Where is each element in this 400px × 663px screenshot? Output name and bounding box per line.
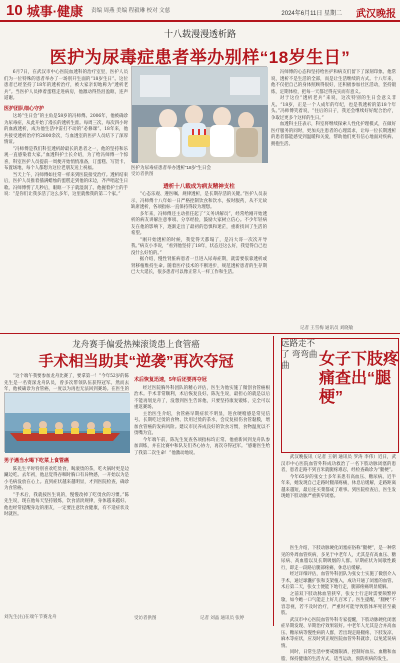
paper-logo: 武汉晚报 bbox=[356, 9, 396, 20]
section-divider bbox=[0, 333, 400, 334]
column-divider bbox=[273, 336, 274, 626]
body-paragraph: “刚开始透析的时候，我觉得天都塌了，是冯大哥一次次开导我。”病友小李说，“看到他坚持了18年，状态还这么好，我觉得自己也没什么好怕的。” bbox=[131, 237, 267, 256]
article-column bbox=[4, 374, 129, 390]
article-column bbox=[4, 70, 128, 332]
article-kicker: 远路走不了 弯弯曲曲 bbox=[281, 338, 318, 370]
body-paragraph: 当天上午，冯师傅如往常一样来到医院接受治疗。透析结束后，医护人员推着插满蜡烛的蛋糕走到他的床边，齐声唱起生日歌。冯师傅愣了几秒后，眼眶一下子就湿润了。他握着护士的手说：“是你们让我多活了这么多年，这里就像我的第二个家。” bbox=[4, 172, 128, 197]
subheading: 术后恢复迅速，5年后还要再夺冠 bbox=[134, 377, 207, 383]
photo-credit: 受访者供图 bbox=[131, 171, 154, 176]
photo-caption: 刘先生(右)在端午节赛龙舟 bbox=[4, 614, 57, 619]
page-number: 10 bbox=[6, 1, 23, 19]
body-paragraph: “心态乐观、遵医嘱、规律透析，是长期存活的关键。”医护人员表示，冯师傅十八年如一日严格控制饮食和饮水，按时服药，从不无故缺席透析，各项指标一直保持得较为理想。 bbox=[131, 192, 267, 210]
body-paragraph: 经过详细评估，血管外科团队为张女士实施了微创介入手术，通过球囊扩张和支架植入，成功开通了闭塞的血管。术后第二天，张女士便能下地行走，腿部疼痛明显缓解。 bbox=[281, 572, 396, 590]
section-title: 城事·健康 bbox=[26, 3, 84, 19]
subheading: 男子遇当水喝下吃菜上食管癌 bbox=[4, 458, 70, 464]
article-column bbox=[4, 455, 129, 613]
article-headline: 女子下肢疼痛查出“腿梗” bbox=[319, 351, 400, 406]
article-column bbox=[134, 374, 270, 614]
dragon-boat-photo bbox=[4, 392, 129, 452]
body-paragraph: 血透科主任表示，科室将继续探索人性化护理模式，在做好医疗服务的同时，更加关注患者的心理需求，让每一位长期透析的患者都能感受到温暖和关爱，帮助他们更有信心地面对疾病、拥抱生活。 bbox=[271, 122, 396, 147]
issue-date: 2024年6月11日 星期二 bbox=[281, 11, 342, 17]
body-paragraph: 陈先生平时特别喜欢吃烫食，喝滚烫的茶，吃火锅时更是边涮边吃。去年初，他总觉得吞咽时胸口有异物感，一开始以为是小毛病没放在心上。直到症状越来越明显，才到医院检查，确诊为食管癌。 bbox=[4, 466, 129, 491]
body-paragraph: 这场“生日会”的主角是58岁的冯师傅。2006年，他被确诊为尿毒症，从此开始了漫长的透析生涯。每周三次、每次四小时的血液透析，成为他生活中雷打不动的“必修课”。18年来，他共接受透析治疗约2800余次，与血透室的医护人员结下了深厚情谊。 bbox=[4, 114, 128, 145]
body-paragraph: 今年端午前，陈先生复查各项指标均正常。他重新回到龙舟队参加训练，并在比赛中和队友们齐心协力，再次夺得冠军。“感谢医生给了我第二次生命！”他激动地说。 bbox=[134, 437, 270, 456]
article-headline: 医护为尿毒症患者举办别样“18岁生日” bbox=[49, 48, 351, 67]
photo-credit: 受访者供图 bbox=[134, 615, 157, 620]
body-paragraph: 同时，日常生活中要戒烟限酒，控制好血压、血糖和血脂，保持健康的生活方式，适当运动，预防疾病的发生。 bbox=[281, 650, 396, 662]
body-paragraph: 医生介绍，下肢动脉硬化闭塞症俗称“腿梗”，是一种常见的外周血管疾病，多见于中老年人，尤其是有高血压、糖尿病、高血脂以及长期吸烟的人群。早期症状为间歇性跛行，即走一段路后腿部疼痛，休息后缓解。 bbox=[281, 546, 396, 571]
body-paragraph: 6月7日，在武汉市中心医院血透科的治疗室里，医护人员们为一位特殊的患者举办了一场别开生面的“18岁生日”。这位患者已经坚持了18年的透析治疗，被大家亲切地称为“透析老兵”。当医护人员捧着蛋糕走进病房，他激动得热泪盈眶，连声道谢。 bbox=[4, 70, 128, 101]
body-paragraph: 经过医院胸外科团队的精心评估，医生为他实施了微创食管癌根治术。手术非常顺利，术后恢复良好。陈先生说，最担心的就是以后不能再划龙舟了，没想到医生告诉他，只要坚持康复锻炼，完全可以重返赛场。 bbox=[134, 385, 270, 410]
masthead bbox=[0, 0, 400, 22]
article-column bbox=[131, 192, 267, 332]
article-column bbox=[281, 455, 396, 545]
body-paragraph: 冯师傅的心态和坚持给医护和病友们留下了深刻印象。他常说，透析不是生活的全部，而是让生活继续的方式。十八年来，他不仅把自己的身体照顾得很好，还积极参加社区活动，坚持锻炼，定期体检，把每一天都过得充实而有意义。 bbox=[271, 70, 396, 95]
photo-illustration bbox=[132, 67, 268, 163]
article-kicker: 龙舟赛手偏爱热辣滚烫患上食管癌 bbox=[72, 339, 200, 349]
body-paragraph: “冯师傅是我们科室透析龄最长的患者之一，他的坚持和乐观一直感染着大家。”血透科护士长介绍，为了给冯师傅一个惊喜，科室医护人员提前一周便开始悄悄准备，订蛋糕、写贺卡、布置场地，每个人都想为这位老朋友送上祝福。 bbox=[4, 146, 128, 171]
byline: 记者 刘晶 通讯员 张婷 bbox=[200, 615, 245, 620]
body-paragraph: 之前双下肢动脉血管狭窄，张女士行走时需要频繁停歇，如今她一口气能走上好几百米了。医生提醒，“腿梗”不容忽视，若不及时治疗，严重时可能导致肢体坏死甚至截肢。 bbox=[281, 591, 396, 616]
article-column bbox=[281, 546, 396, 662]
body-paragraph: “手术后，我就按医生说的，慢慢改掉了吃烫食的习惯。”陈先生说，现在他每天坚持锻炼，饮食清淡规律，身体越来越好。他也经常提醒身边的朋友，一定要注意饮食健康，有不适症状及时就医。 bbox=[4, 492, 129, 517]
body-paragraph: 对于这位“透析老兵”来说，这次特别的生日会意义非凡。“18岁，正是一个人成年的年纪，也是我透析的第18个年头。”冯师傅笑着说，“往后的日子，我还会继续好好配合治疗，争取过更多个这样的生日。” bbox=[271, 96, 396, 121]
body-paragraph: 多年来，冯师傅还主动担任起了“义务讲解员”，经常给刚开始透析的病友讲解注意事项、分享经验，鼓励大家树立信心。不少年轻病友在他的影响下，逐渐走出了最初的恐惧和迷茫，重新找回了生活的希望。 bbox=[131, 211, 267, 236]
byline: 记者 王雪梅 通讯员 刘晓敏 bbox=[300, 325, 354, 330]
article-column bbox=[271, 70, 396, 325]
body-paragraph: “这个端午我要参加龙舟比赛了，要拿第一！”今年52岁的陈先生是一名资深龙舟队员，曾多次带领队伍获得冠军。然而去年，他被确诊为食管癌，一度以为再也无法回到赛场。在医生的 bbox=[4, 374, 129, 392]
body-paragraph: 武汉晚报讯（记者 王朝 通讯员 罗涛 李伟）近日，武汉市中心医院血管外科成功救治了一名下肢动脉闭塞的患者，患者走路不到百米就腿疼难忍，经检查确诊为“腿梗”。 bbox=[281, 455, 396, 473]
body-paragraph: 据介绍，慢性肾脏病患者一旦进入尿毒症期，就需要依靠透析或肾移植维持生命。随着医疗技术的不断进步，规范透析患者的生存期已大大延长，很多患者可以像正常人一样工作和生活。 bbox=[131, 257, 267, 275]
article-kicker: 十八载漫漫透析路 bbox=[163, 29, 236, 39]
editor-credits: 责编 周燕 美编 程毅琳 校对 文慈 bbox=[91, 8, 171, 14]
photo-caption: 医护为尿毒症患者举办透析“18岁”生日会 bbox=[131, 165, 212, 170]
body-paragraph: 今年65岁的张女士多年来患有高血压、糖尿病。近半年来，她发现自己走路时腿部疼痛，休息后缓解，走路距离越来越短，最后连买菜都成了难事。到医院检查后，医生发现她下肢动脉严重狭窄闭塞。 bbox=[281, 474, 396, 499]
subheading: 透析十八载成为病友精神支柱 bbox=[163, 184, 235, 190]
body-paragraph: 主治医生介绍，食管癌早期症状不明显，进食哽噎感是常见信号。长期吃过烫的食物、饮用过烫的茶水，会反复损伤食管黏膜，增加食管癌的发病风险。建议市民养成良好的饮食习惯，食物温度以不烫嘴为宜。 bbox=[134, 411, 270, 436]
subheading: 医护团队细心守护 bbox=[4, 105, 45, 112]
article-headline: 手术相当助其“逆袭”再次夺冠 bbox=[38, 353, 234, 370]
body-paragraph: 武汉市中心医院血管外科专家提醒，下肢动脉硬化闭塞症早期发现、早期治疗效果较好。中老年人尤其是合并高血压、糖尿病等慢性病的人群，若出现走路腿疼、下肢发凉、麻木等症状，应及时到正规医院血管外科就诊，以免延误病情。 bbox=[281, 617, 396, 649]
news-photo bbox=[131, 66, 267, 162]
photo-illustration bbox=[5, 393, 130, 453]
